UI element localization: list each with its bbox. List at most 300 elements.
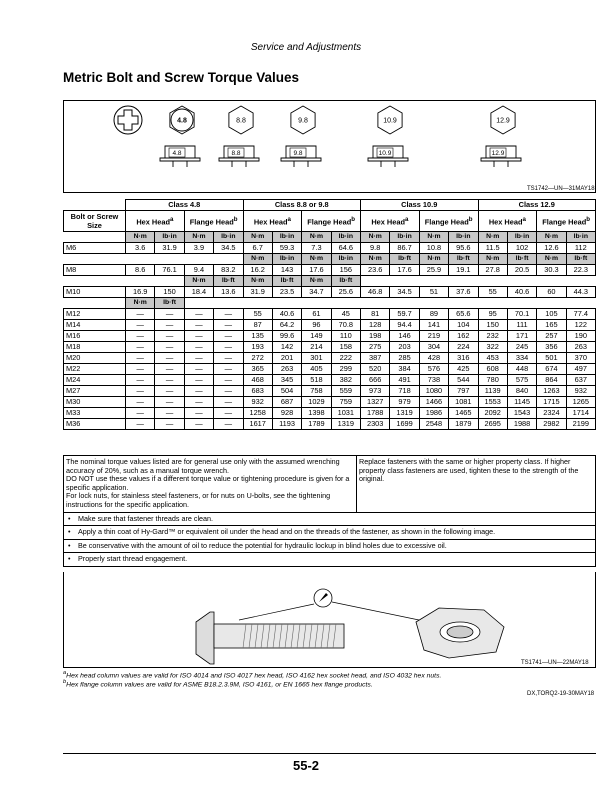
footer-rule: [63, 753, 596, 754]
value-cell: 46.8: [361, 287, 390, 298]
value-cell: 2324: [537, 408, 566, 419]
grade-label: 10.9: [378, 150, 392, 157]
unit-label: N·m: [184, 276, 213, 287]
value-cell: 491: [390, 375, 419, 386]
phillips-screw-icon: [114, 106, 142, 134]
value-cell: —: [126, 419, 155, 430]
value-cell: 8.6: [126, 265, 155, 276]
table-row: [64, 265, 596, 276]
unit-label: lb·ft: [155, 298, 184, 309]
unit-label: lb·in: [155, 232, 184, 243]
value-cell: 11.5: [478, 243, 507, 254]
value-cell: —: [214, 331, 243, 342]
value-cell: 34.7: [302, 287, 331, 298]
flange-head-icon: [368, 146, 408, 167]
value-cell: 20.5: [507, 265, 536, 276]
unit-label: lb·in: [449, 232, 478, 243]
size-cell: M36: [64, 419, 126, 430]
value-cell: —: [126, 353, 155, 364]
grade-label: 4.8: [177, 117, 187, 125]
value-cell: 384: [390, 364, 419, 375]
unit-label: N·m: [361, 232, 390, 243]
grade-label: 9.8: [293, 150, 303, 157]
value-cell: 932: [243, 397, 272, 408]
table-row: [64, 408, 596, 419]
value-cell: —: [126, 331, 155, 342]
value-cell: 780: [478, 375, 507, 386]
value-cell: 17.6: [390, 265, 419, 276]
value-cell: 1789: [302, 419, 331, 430]
value-cell: 973: [361, 386, 390, 397]
grade-label: 8.8: [231, 150, 241, 157]
hex-head-header: Hex Head$^a$: [361, 211, 420, 232]
hex-head-icon: [291, 106, 315, 134]
value-cell: 111: [507, 320, 536, 331]
grade-label: 12.9: [496, 117, 510, 125]
value-cell: 214: [302, 342, 331, 353]
value-cell: 110: [331, 331, 360, 342]
value-cell: 1145: [507, 397, 536, 408]
value-cell: 150: [478, 320, 507, 331]
unit-label: lb·in: [507, 232, 536, 243]
value-cell: 105: [537, 309, 566, 320]
value-cell: —: [155, 353, 184, 364]
value-cell: 979: [390, 397, 419, 408]
unit-label: N·m: [361, 254, 390, 265]
value-cell: —: [155, 408, 184, 419]
value-cell: —: [155, 375, 184, 386]
value-cell: —: [126, 408, 155, 419]
value-cell: 51: [419, 287, 448, 298]
value-cell: 1265: [566, 397, 595, 408]
value-cell: 95.6: [449, 243, 478, 254]
replacement-note: Replace fasteners with the same or higher property class. If higher property class fasteners are used, tighten these to the strength of the original.: [359, 457, 579, 484]
unit-label: N·m: [243, 276, 272, 287]
value-cell: 25.6: [331, 287, 360, 298]
size-cell: M22: [64, 364, 126, 375]
value-cell: 2982: [537, 419, 566, 430]
value-cell: 77.4: [566, 309, 595, 320]
value-cell: 365: [243, 364, 272, 375]
value-cell: 143: [272, 265, 301, 276]
unit-label: N·m: [478, 254, 507, 265]
hex-head-icon: [491, 106, 515, 134]
value-cell: 112: [566, 243, 595, 254]
footnote-a: $^a$Hex head column values are valid for ISO 4014 and ISO 4017 hex head, ISO 4162 hex socket head, and ISO 4032 hex nuts.: [63, 670, 442, 680]
value-cell: 666: [361, 375, 390, 386]
value-cell: 1988: [507, 419, 536, 430]
value-cell: 468: [243, 375, 272, 386]
value-cell: 9.4: [184, 265, 213, 276]
hex-head-icon: [170, 106, 194, 134]
value-cell: 19.1: [449, 265, 478, 276]
oil-can-icon: [239, 589, 419, 620]
size-cell: M20: [64, 353, 126, 364]
value-cell: —: [184, 397, 213, 408]
grade-label: 4.8: [172, 150, 182, 157]
value-cell: —: [126, 320, 155, 331]
unit-label: lb·ft: [566, 254, 595, 265]
value-cell: —: [184, 386, 213, 397]
value-cell: 322: [478, 342, 507, 353]
value-cell: —: [155, 397, 184, 408]
value-cell: 3.9: [184, 243, 213, 254]
bolt-illustration: [196, 612, 344, 664]
value-cell: —: [184, 309, 213, 320]
unit-label: lb·ft: [331, 276, 360, 287]
value-cell: —: [126, 375, 155, 386]
unit-row: [64, 276, 596, 287]
hex-head-icon: [378, 106, 402, 134]
value-cell: —: [214, 419, 243, 430]
value-cell: 83.2: [214, 265, 243, 276]
value-cell: 263: [272, 364, 301, 375]
value-cell: 2548: [419, 419, 448, 430]
value-cell: 1319: [390, 408, 419, 419]
flange-head-header: Flange Head$^b$: [302, 211, 361, 232]
value-cell: 1543: [507, 408, 536, 419]
note-text: The nominal torque values listed are for general use only with the assumed wrenching accuracy of 20%, such as a manual torque wrench.: [66, 457, 340, 475]
value-cell: 12.6: [537, 243, 566, 254]
grade-label: 8.8: [236, 117, 246, 125]
value-cell: 60: [537, 287, 566, 298]
value-cell: 928: [272, 408, 301, 419]
value-cell: 150: [155, 287, 184, 298]
value-cell: 156: [331, 265, 360, 276]
value-cell: 1139: [478, 386, 507, 397]
unit-label: lb·ft: [507, 254, 536, 265]
footnote-b: $^b$Hex flange column values are valid for ASME B18.2.3.9M, ISO 4161, or EN 1665 hex flange products.: [63, 679, 373, 689]
value-cell: 99.6: [272, 331, 301, 342]
value-cell: 257: [537, 331, 566, 342]
value-cell: 683: [243, 386, 272, 397]
value-cell: 45: [331, 309, 360, 320]
value-cell: 1193: [272, 419, 301, 430]
value-cell: 37.6: [449, 287, 478, 298]
value-cell: 864: [537, 375, 566, 386]
value-cell: 87: [243, 320, 272, 331]
value-cell: 165: [537, 320, 566, 331]
value-cell: 1398: [302, 408, 331, 419]
value-cell: 61: [302, 309, 331, 320]
unit-label: N·m: [243, 254, 272, 265]
value-cell: —: [214, 408, 243, 419]
value-cell: 193: [243, 342, 272, 353]
value-cell: 387: [361, 353, 390, 364]
value-cell: —: [214, 353, 243, 364]
value-cell: 55: [243, 309, 272, 320]
class-header: Class 10.9: [361, 200, 479, 211]
torque-table: [63, 199, 596, 430]
unit-label: N·m: [419, 254, 448, 265]
value-cell: 64.2: [272, 320, 301, 331]
value-cell: 10.8: [419, 243, 448, 254]
unit-label: lb·ft: [390, 254, 419, 265]
value-cell: —: [155, 320, 184, 331]
oil-application-figure: [63, 572, 596, 668]
value-cell: —: [126, 397, 155, 408]
value-cell: 70.1: [507, 309, 536, 320]
value-cell: —: [214, 375, 243, 386]
unit-row: [64, 298, 596, 309]
value-cell: 263: [566, 342, 595, 353]
value-cell: 285: [390, 353, 419, 364]
value-cell: 501: [537, 353, 566, 364]
table-row: [64, 419, 596, 430]
bullet-item: • Apply a thin coat of Hy-Gard™ or equivalent oil under the head and on the threads of the fastener, as shown in the following image.: [64, 526, 595, 540]
value-cell: 674: [537, 364, 566, 375]
value-cell: —: [155, 386, 184, 397]
value-cell: 1714: [566, 408, 595, 419]
value-cell: 1029: [302, 397, 331, 408]
value-cell: 224: [449, 342, 478, 353]
size-cell: M24: [64, 375, 126, 386]
value-cell: 64.6: [331, 243, 360, 254]
grade-label: 12.9: [491, 150, 505, 157]
value-cell: 141: [419, 320, 448, 331]
table-row: [64, 309, 596, 320]
value-cell: 149: [302, 331, 331, 342]
value-cell: —: [184, 419, 213, 430]
value-cell: —: [155, 309, 184, 320]
value-cell: —: [155, 331, 184, 342]
unit-label: N·m: [478, 232, 507, 243]
value-cell: 453: [478, 353, 507, 364]
value-cell: 275: [361, 342, 390, 353]
value-cell: 55: [478, 287, 507, 298]
size-cell: M12: [64, 309, 126, 320]
value-cell: —: [126, 364, 155, 375]
value-cell: 232: [478, 331, 507, 342]
value-cell: 428: [419, 353, 448, 364]
value-cell: 1031: [331, 408, 360, 419]
table-row: [64, 243, 596, 254]
value-cell: 23.6: [361, 265, 390, 276]
size-cell: M33: [64, 408, 126, 419]
unit-label: N·m: [537, 254, 566, 265]
value-cell: 203: [390, 342, 419, 353]
table-row: [64, 331, 596, 342]
value-cell: —: [126, 342, 155, 353]
value-cell: 840: [507, 386, 536, 397]
value-cell: 6.7: [243, 243, 272, 254]
size-cell: M8: [64, 265, 126, 276]
value-cell: 86.7: [390, 243, 419, 254]
value-cell: 34.5: [214, 243, 243, 254]
unit-label: N·m: [184, 232, 213, 243]
value-cell: 448: [507, 364, 536, 375]
value-cell: 1699: [390, 419, 419, 430]
value-cell: 272: [243, 353, 272, 364]
value-cell: 518: [302, 375, 331, 386]
value-cell: 1879: [449, 419, 478, 430]
value-cell: 59.7: [390, 309, 419, 320]
bullet-item: • Properly start thread engagement.: [64, 553, 595, 566]
value-cell: 759: [331, 397, 360, 408]
grade-label: 9.8: [298, 117, 308, 125]
notes-box: [63, 455, 596, 567]
value-cell: 142: [272, 342, 301, 353]
value-cell: —: [184, 320, 213, 331]
table-row: [64, 342, 596, 353]
value-cell: 405: [302, 364, 331, 375]
value-cell: 94.4: [390, 320, 419, 331]
unit-label: lb·in: [331, 254, 360, 265]
value-cell: 7.3: [302, 243, 331, 254]
value-cell: 198: [361, 331, 390, 342]
value-cell: —: [155, 342, 184, 353]
flange-head-header: Flange Head$^b$: [419, 211, 478, 232]
value-cell: 190: [566, 331, 595, 342]
value-cell: 576: [419, 364, 448, 375]
value-cell: 17.6: [302, 265, 331, 276]
value-cell: 370: [566, 353, 595, 364]
value-cell: —: [184, 408, 213, 419]
doc-id: DX,TORQ2-19-30MAY18: [527, 691, 595, 697]
value-cell: —: [184, 353, 213, 364]
unit-label: lb·in: [566, 232, 595, 243]
value-cell: 128: [361, 320, 390, 331]
value-cell: 1319: [331, 419, 360, 430]
size-cell: M27: [64, 386, 126, 397]
value-cell: 1327: [361, 397, 390, 408]
table-row: [64, 353, 596, 364]
value-cell: 171: [507, 331, 536, 342]
value-cell: 1465: [449, 408, 478, 419]
value-cell: 497: [566, 364, 595, 375]
value-cell: 738: [419, 375, 448, 386]
unit-label: lb·in: [214, 232, 243, 243]
value-cell: 27.8: [478, 265, 507, 276]
value-cell: 932: [566, 386, 595, 397]
value-cell: 96: [302, 320, 331, 331]
value-cell: —: [126, 386, 155, 397]
value-cell: —: [155, 364, 184, 375]
value-cell: 25.9: [419, 265, 448, 276]
value-cell: 76.1: [155, 265, 184, 276]
bolt-head-figure: [63, 100, 596, 193]
value-cell: 637: [566, 375, 595, 386]
value-cell: —: [214, 309, 243, 320]
unit-label: N·m: [126, 298, 155, 309]
value-cell: 31.9: [155, 243, 184, 254]
unit-label: lb·in: [331, 232, 360, 243]
running-header: Service and Adjustments: [250, 42, 362, 53]
flange-head-header: Flange Head$^b$: [184, 211, 243, 232]
value-cell: 1617: [243, 419, 272, 430]
hex-head-icon: [229, 106, 253, 134]
value-cell: 2695: [478, 419, 507, 430]
value-cell: 40.6: [507, 287, 536, 298]
value-cell: 59.3: [272, 243, 301, 254]
class-header: Class 4.8: [126, 200, 244, 211]
value-cell: 1466: [419, 397, 448, 408]
value-cell: 18.4: [184, 287, 213, 298]
value-cell: 382: [331, 375, 360, 386]
value-cell: —: [214, 320, 243, 331]
unit-label: N·m: [419, 232, 448, 243]
value-cell: 222: [331, 353, 360, 364]
value-cell: 1081: [449, 397, 478, 408]
unit-label: lb·ft: [272, 276, 301, 287]
value-cell: 1263: [537, 386, 566, 397]
value-cell: 316: [449, 353, 478, 364]
value-cell: —: [214, 364, 243, 375]
value-cell: 13.6: [214, 287, 243, 298]
unit-label: N·m: [302, 232, 331, 243]
hex-head-header: Hex Head$^a$: [243, 211, 302, 232]
value-cell: 89: [419, 309, 448, 320]
size-cell: M14: [64, 320, 126, 331]
unit-label: lb·ft: [449, 254, 478, 265]
value-cell: 122: [566, 320, 595, 331]
table-row: [64, 364, 596, 375]
table-row: [64, 397, 596, 408]
value-cell: 1553: [478, 397, 507, 408]
unit-label: lb·in: [390, 232, 419, 243]
value-cell: 102: [507, 243, 536, 254]
value-cell: 9.8: [361, 243, 390, 254]
value-cell: 1080: [419, 386, 448, 397]
size-cell: M18: [64, 342, 126, 353]
table-row: [64, 375, 596, 386]
hex-head-header: Hex Head$^a$: [126, 211, 185, 232]
value-cell: —: [126, 309, 155, 320]
hex-head-header: Hex Head$^a$: [478, 211, 537, 232]
unit-label: N·m: [302, 276, 331, 287]
flange-head-icon: [481, 146, 521, 167]
unit-row: [64, 232, 596, 243]
general-notes: [64, 456, 357, 512]
value-cell: 687: [272, 397, 301, 408]
value-cell: —: [184, 331, 213, 342]
table-row: [64, 287, 596, 298]
value-cell: 2303: [361, 419, 390, 430]
unit-label: N·m: [537, 232, 566, 243]
value-cell: 299: [331, 364, 360, 375]
value-cell: 3.6: [126, 243, 155, 254]
value-cell: —: [214, 397, 243, 408]
size-cell: M30: [64, 397, 126, 408]
value-cell: —: [155, 419, 184, 430]
value-cell: 162: [449, 331, 478, 342]
unit-label: N·m: [243, 232, 272, 243]
value-cell: 1715: [537, 397, 566, 408]
value-cell: 146: [390, 331, 419, 342]
value-cell: 135: [243, 331, 272, 342]
value-cell: 158: [331, 342, 360, 353]
value-cell: —: [214, 386, 243, 397]
note-text: DO NOT use these values if a different torque value or tightening procedure is given for a specific application.: [66, 474, 350, 492]
unit-label: lb·in: [272, 232, 301, 243]
value-cell: 425: [449, 364, 478, 375]
flange-head-icon: [160, 146, 200, 167]
value-cell: 65.6: [449, 309, 478, 320]
value-cell: 608: [478, 364, 507, 375]
value-cell: 2199: [566, 419, 595, 430]
hex-nut-illustration: [416, 608, 504, 658]
value-cell: 34.5: [390, 287, 419, 298]
value-cell: 1258: [243, 408, 272, 419]
flange-head-icon: [219, 146, 259, 167]
figure1-caption: TS1742—UN—31MAY18: [527, 186, 595, 192]
value-cell: 40.6: [272, 309, 301, 320]
flange-head-icon: [281, 146, 321, 167]
value-cell: 797: [449, 386, 478, 397]
table-row: [64, 320, 596, 331]
value-cell: —: [214, 342, 243, 353]
value-cell: 30.3: [537, 265, 566, 276]
